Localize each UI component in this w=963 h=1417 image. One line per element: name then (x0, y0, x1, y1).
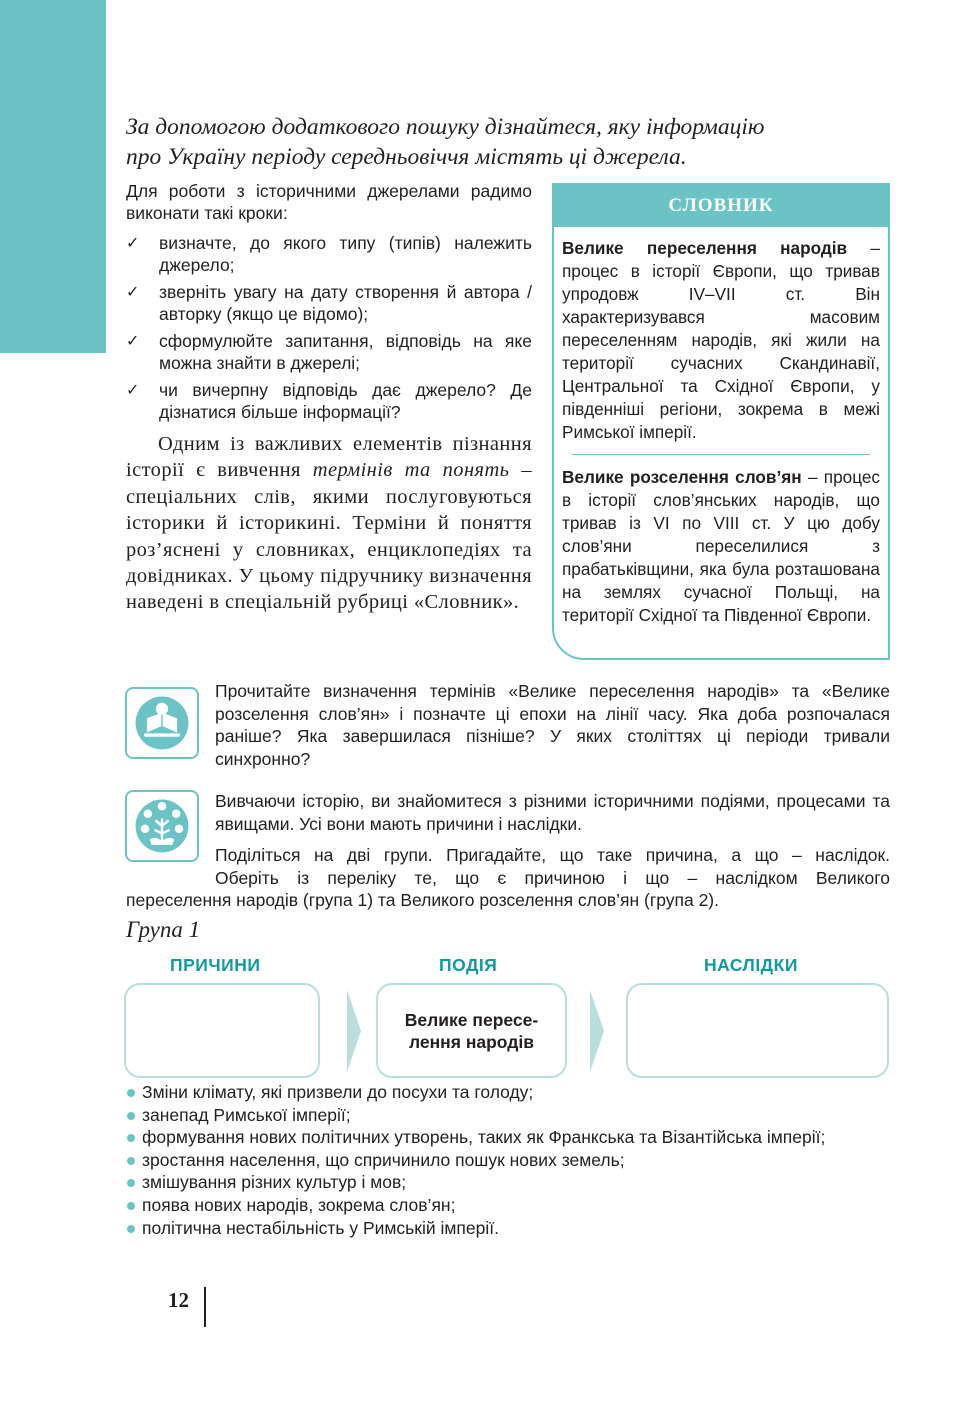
consequences-box[interactable] (626, 983, 889, 1078)
task-intro: Вивчаючи історію, ви знайомитеся з різними історичними подіями, процесами та явищами. Усі вони мають причини і наслідки. (215, 791, 890, 834)
factors-list (126, 1081, 896, 1239)
check-icon: ✓ (126, 331, 140, 350)
list-item: поява нових народів, зокрема слов’ян; (126, 1194, 896, 1217)
step-item (126, 379, 532, 423)
glossary-divider (572, 454, 870, 455)
list-item: зростання населення, що спричинило пошук нових земель; (126, 1149, 896, 1172)
glossary-entry (554, 237, 888, 444)
check-icon: ✓ (126, 380, 140, 399)
terms-paragraph (126, 431, 532, 616)
list-item: формування нових політичних утворень, таких як Франкська та Візантійська імперії; (126, 1126, 896, 1149)
glossary-box (552, 183, 890, 660)
chapter-side-tab (0, 0, 106, 353)
glossary-entry (554, 466, 888, 627)
glossary-term: Велике розселення слов’ян (562, 467, 802, 487)
reading-student-icon (125, 687, 199, 759)
glossary-title: СЛОВНИК (554, 185, 888, 227)
left-column (126, 180, 532, 616)
page-number: 12 (168, 1288, 189, 1312)
causes-header: ПРИЧИНИ (170, 955, 261, 975)
event-header: ПОДІЯ (439, 955, 498, 975)
consequences-header: НАСЛІДКИ (704, 955, 798, 975)
step-item (126, 281, 532, 325)
causes-box[interactable] (124, 983, 320, 1078)
step-text: сформулюйте запитання, відповідь на яке можна знайти в джерелі; (159, 331, 532, 373)
terms-text: – спеціальних слів, якими послуговуються історики й історикині. Терміни й поняття роз’яснені у словниках, енциклопедіях та довідниках. У цьому підручнику визначення наведені в спеціальній рубриці «Словник». (126, 459, 532, 614)
glossary-definition: – процес в історії слов’янських народів, що тривав із VI по VIII ст. У цю добу слов’яни переселилися з прабатьківщини, яка була розташована на землях сучасної Польщі, на території Східної та Південної Європи. (562, 467, 880, 625)
event-box (376, 983, 567, 1078)
glossary-definition: – процес в історії Європи, що тривав упродовж IV–VII ст. Він характеризувався масовим переселенням народів, які жили на території сучасних Скандинавії, Центральної та Східної Європи, у південніші регіони, зокрема в межі Римської імперії. (562, 238, 880, 442)
step-item (126, 330, 532, 374)
event-line: лення народів (408, 1031, 534, 1052)
task-group-work (126, 844, 890, 912)
step-text: визначте, до якого типу (типів) належить джерело; (159, 233, 532, 275)
page-number-rule (204, 1287, 206, 1327)
check-icon: ✓ (126, 233, 140, 252)
task-line: Поділіться на дві групи. Пригадайте, що таке причина, а що – наслідок. (215, 845, 890, 865)
list-item: занепад Римської імперії; (126, 1104, 896, 1127)
steps-list (126, 232, 532, 423)
task-line: переселення народів (група 1) та Великого розселення слов’ян (група 2). (126, 890, 719, 911)
glossary-term: Велике переселення народів (562, 238, 848, 258)
event-label (405, 1009, 538, 1053)
chevron-right-icon (347, 990, 361, 1072)
group-title: Група 1 (126, 917, 201, 942)
step-text: зверніть увагу на дату створення й автора / авторку (якщо це відомо); (159, 282, 532, 324)
event-line: Велике пересе- (404, 1009, 539, 1030)
list-item: Зміни клімату, які призвели до посухи та голоду; (126, 1081, 896, 1104)
step-text: чи вичерпну відповідь дає джерело? Де дізнатися більше інформації? (159, 380, 532, 422)
steps-lead: Для роботи з історичними джерелами радимо виконати такі кроки: (126, 181, 532, 223)
intro-line: За допомогою додаткового пошуку дізнайтеся, яку інформацію (126, 114, 765, 140)
list-item: змішування різних культур і мов; (126, 1171, 896, 1194)
intro-question (126, 112, 896, 172)
check-icon: ✓ (126, 282, 140, 301)
step-item (126, 232, 532, 276)
task-timeline: Прочитайте визначення термінів «Велике переселення народів» та «Велике розселення слов’ян» і позначте ці епохи на лінії часу. Яка доба розпочалася раніше? Яка завершилася пізніше? У яких століттях ці періоди тривали синхронно? (215, 681, 890, 769)
chevron-right-icon (590, 990, 604, 1072)
terms-emphasis: термінів та понять (312, 459, 510, 482)
task-line: Оберіть із переліку те, що є причиною і що – наслідком Великого (215, 867, 890, 888)
list-item: політична нестабільність у Римській імперії. (126, 1217, 896, 1240)
terms-text: Одним із важливих елементів пізнання історії є вивчення (126, 433, 532, 482)
intro-line: про Україну періоду середньовіччя містять ці джерела. (126, 144, 687, 170)
